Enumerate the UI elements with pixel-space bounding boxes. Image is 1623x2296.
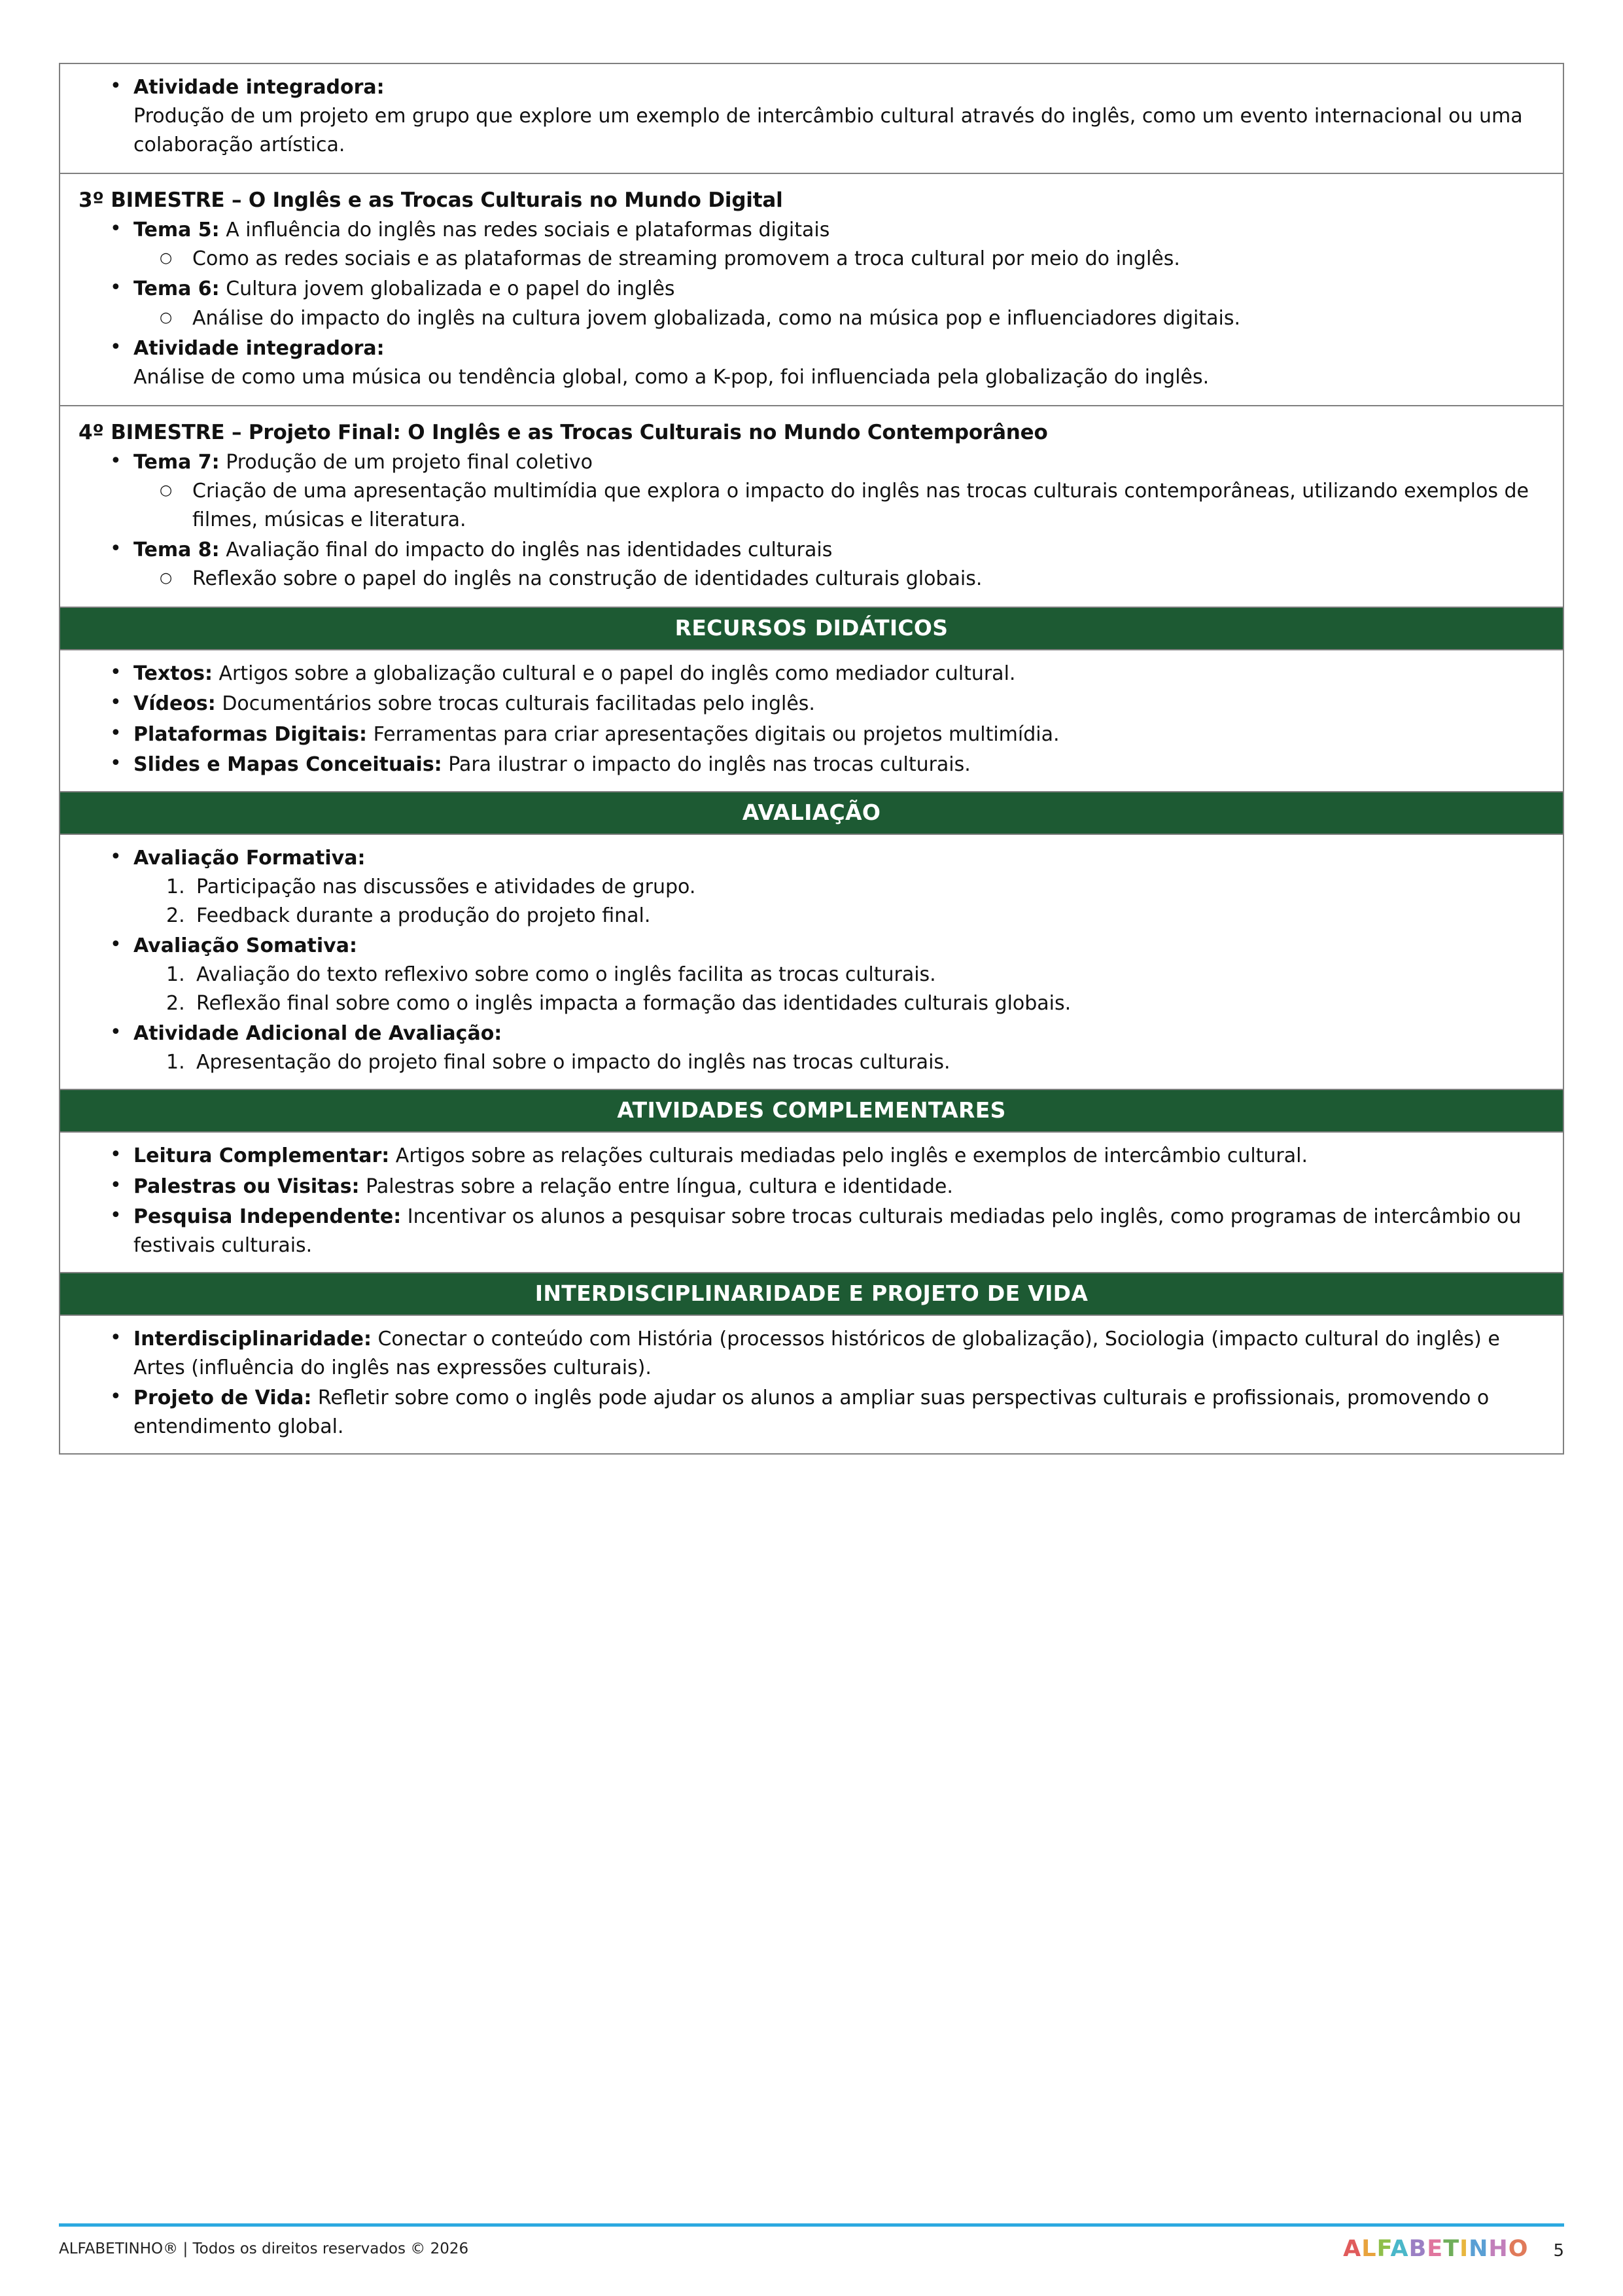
item-text: Avaliação final do impacto do inglês nas identidades culturais	[219, 539, 833, 562]
list-item	[76, 448, 1547, 535]
page-footer	[59, 2223, 1564, 2262]
numbered-list	[133, 873, 1547, 930]
list-item	[76, 536, 1547, 593]
item-label: Leitura Complementar:	[133, 1144, 390, 1168]
list-item	[76, 216, 1547, 274]
brand-letter: T	[1443, 2236, 1460, 2262]
item-label: Tema 8:	[133, 539, 220, 562]
numbered-list-item: Apresentação do projeto final sobre o impacto do inglês nas trocas culturais.	[196, 1051, 951, 1074]
item-text: A influência do inglês nas redes sociais e plataformas digitais	[219, 219, 830, 242]
list-item	[76, 844, 1547, 930]
item-label: Textos:	[133, 662, 213, 686]
bimester-blocks	[60, 64, 1563, 608]
item-label: Tema 6:	[133, 277, 220, 301]
list-item	[76, 1203, 1547, 1260]
item-label: Pesquisa Independente:	[133, 1205, 402, 1228]
sub-list-item: ○ Reflexão sobre o papel do inglês na construção de identidades culturais globais.	[133, 565, 1547, 593]
section-content	[60, 1316, 1563, 1455]
list-item	[76, 1142, 1547, 1171]
footer-rule	[59, 2223, 1564, 2227]
sub-list	[133, 245, 1547, 274]
sub-list	[133, 304, 1547, 333]
footer-row	[59, 2236, 1564, 2262]
bullet-list	[76, 73, 1547, 160]
item-label: Projeto de Vida:	[133, 1386, 312, 1410]
section-title-bar: ATIVIDADES COMPLEMENTARES	[60, 1090, 1563, 1133]
item-text: Análise de como uma música ou tendência global, como a K-pop, foi influenciada pela globalização do inglês.	[133, 365, 1210, 389]
document-body	[59, 63, 1564, 1455]
list-item	[76, 1173, 1547, 1201]
section-blocks	[60, 608, 1563, 1455]
list-item	[76, 334, 1547, 392]
brand-letter: B	[1408, 2236, 1427, 2262]
item-label: Atividade Adicional de Avaliação:	[133, 1022, 502, 1046]
item-text: Palestras sobre a relação entre língua, cultura e identidade.	[359, 1174, 953, 1198]
item-text: Ferramentas para criar apresentações digitais ou projetos multimídia.	[367, 722, 1060, 746]
item-label: Vídeos:	[133, 692, 216, 716]
numbered-list-item: Participação nas discussões e atividades de grupo.	[196, 875, 696, 898]
content-block	[60, 64, 1563, 174]
item-text: Refletir sobre como o inglês pode ajudar os alunos a ampliar suas perspectivas culturais e profissionais, promovendo o entendimento global.	[133, 1386, 1490, 1439]
bullet-list	[76, 216, 1547, 392]
list-item	[76, 1019, 1547, 1077]
section-title-bar: RECURSOS DIDÁTICOS	[60, 608, 1563, 650]
numbered-list-item: Avaliação do texto reflexivo sobre como o inglês facilita as trocas culturais.	[196, 963, 936, 987]
sub-list-item: ○ Como as redes sociais e as plataformas de streaming promovem a troca cultural por meio do inglês.	[133, 245, 1547, 274]
item-label: Avaliação Somativa:	[133, 934, 357, 957]
brand-letter: E	[1427, 2236, 1444, 2262]
brand-letter: L	[1361, 2236, 1377, 2262]
item-text: Documentários sobre trocas culturais facilitadas pelo inglês.	[215, 692, 815, 716]
bimester-heading: 3º BIMESTRE – O Inglês e as Trocas Culturais no Mundo Digital	[79, 188, 783, 213]
item-text: Produção de um projeto em grupo que explore um exemplo de intercâmbio cultural através do inglês, como um evento internacional ou uma colaboração artística.	[133, 105, 1523, 157]
brand-letter: H	[1488, 2236, 1509, 2262]
item-label: Palestras ou Visitas:	[133, 1174, 360, 1198]
section-content	[60, 650, 1563, 792]
list-item	[76, 275, 1547, 332]
item-label: Atividade integradora:	[133, 336, 385, 360]
content-block	[60, 406, 1563, 608]
numbered-list	[133, 1048, 1547, 1077]
item-label: Atividade integradora:	[133, 76, 385, 99]
item-text: Produção de um projeto final coletivo	[219, 450, 593, 474]
list-item	[76, 720, 1547, 749]
item-text: Conectar o conteúdo com História (processos históricos de globalização), Sociologia (impacto cultural do inglês) e Artes (influência do inglês nas expressões culturais).	[133, 1327, 1500, 1379]
item-label: Tema 5:	[133, 219, 220, 242]
brand-letter: A	[1390, 2236, 1409, 2262]
footer-brand-group	[1343, 2236, 1564, 2262]
bullet-list	[76, 1142, 1547, 1260]
list-item	[76, 660, 1547, 688]
page-number: 5	[1553, 2241, 1564, 2261]
list-item	[76, 751, 1547, 779]
brand-letter: O	[1508, 2236, 1529, 2262]
item-label: Avaliação Formativa:	[133, 846, 366, 870]
section-title-bar: INTERDISCIPLINARIDADE E PROJETO DE VIDA	[60, 1273, 1563, 1316]
item-label: Slides e Mapas Conceituais:	[133, 752, 442, 776]
bullet-list	[76, 448, 1547, 593]
numbered-list	[133, 961, 1547, 1018]
bullet-list	[76, 1325, 1547, 1441]
list-item	[76, 690, 1547, 718]
numbered-list-item: Reflexão final sobre como o inglês impacta a formação das identidades culturais globais.	[196, 992, 1072, 1016]
list-item	[76, 932, 1547, 1018]
item-label: Interdisciplinaridade:	[133, 1327, 372, 1351]
brand-logo	[1343, 2236, 1528, 2262]
content-block	[60, 174, 1563, 406]
sub-list	[133, 565, 1547, 593]
sub-list	[133, 477, 1547, 535]
brand-letter: N	[1469, 2236, 1489, 2262]
item-label: Plataformas Digitais:	[133, 722, 368, 746]
bullet-list	[76, 844, 1547, 1078]
item-text: Artigos sobre a globalização cultural e o papel do inglês como mediador cultural.	[212, 662, 1016, 686]
section-content	[60, 1133, 1563, 1273]
list-item	[76, 1384, 1547, 1441]
brand-letter: I	[1459, 2236, 1469, 2262]
item-text: Artigos sobre as relações culturais mediadas pelo inglês e exemplos de intercâmbio cultural.	[389, 1144, 1308, 1168]
list-item	[76, 73, 1547, 160]
brand-letter: A	[1343, 2236, 1362, 2262]
item-text: Cultura jovem globalizada e o papel do inglês	[219, 277, 675, 301]
section-title-bar: AVALIAÇÃO	[60, 792, 1563, 835]
item-label: Tema 7:	[133, 450, 220, 474]
numbered-list-item: Feedback durante a produção do projeto final.	[196, 904, 651, 927]
section-content	[60, 835, 1563, 1091]
item-text: Incentivar os alunos a pesquisar sobre trocas culturais mediadas pelo inglês, como programas de intercâmbio ou festivais culturais.	[133, 1205, 1522, 1257]
bullet-list	[76, 660, 1547, 779]
sub-list-item: ○ Criação de uma apresentação multimídia que explora o impacto do inglês nas trocas culturais contemporâneas, utilizando exemplos de filmes, músicas e literatura.	[133, 477, 1547, 535]
bimester-heading: 4º BIMESTRE – Projeto Final: O Inglês e as Trocas Culturais no Mundo Contemporâneo	[79, 420, 1048, 444]
sub-list-item: ○ Análise do impacto do inglês na cultura jovem globalizada, como na música pop e influenciadores digitais.	[133, 304, 1547, 333]
brand-letter: F	[1376, 2236, 1391, 2262]
footer-copyright: ALFABETINHO® | Todos os direitos reservados © 2026	[59, 2240, 469, 2257]
item-text: Para ilustrar o impacto do inglês nas trocas culturais.	[442, 752, 971, 776]
list-item	[76, 1325, 1547, 1383]
